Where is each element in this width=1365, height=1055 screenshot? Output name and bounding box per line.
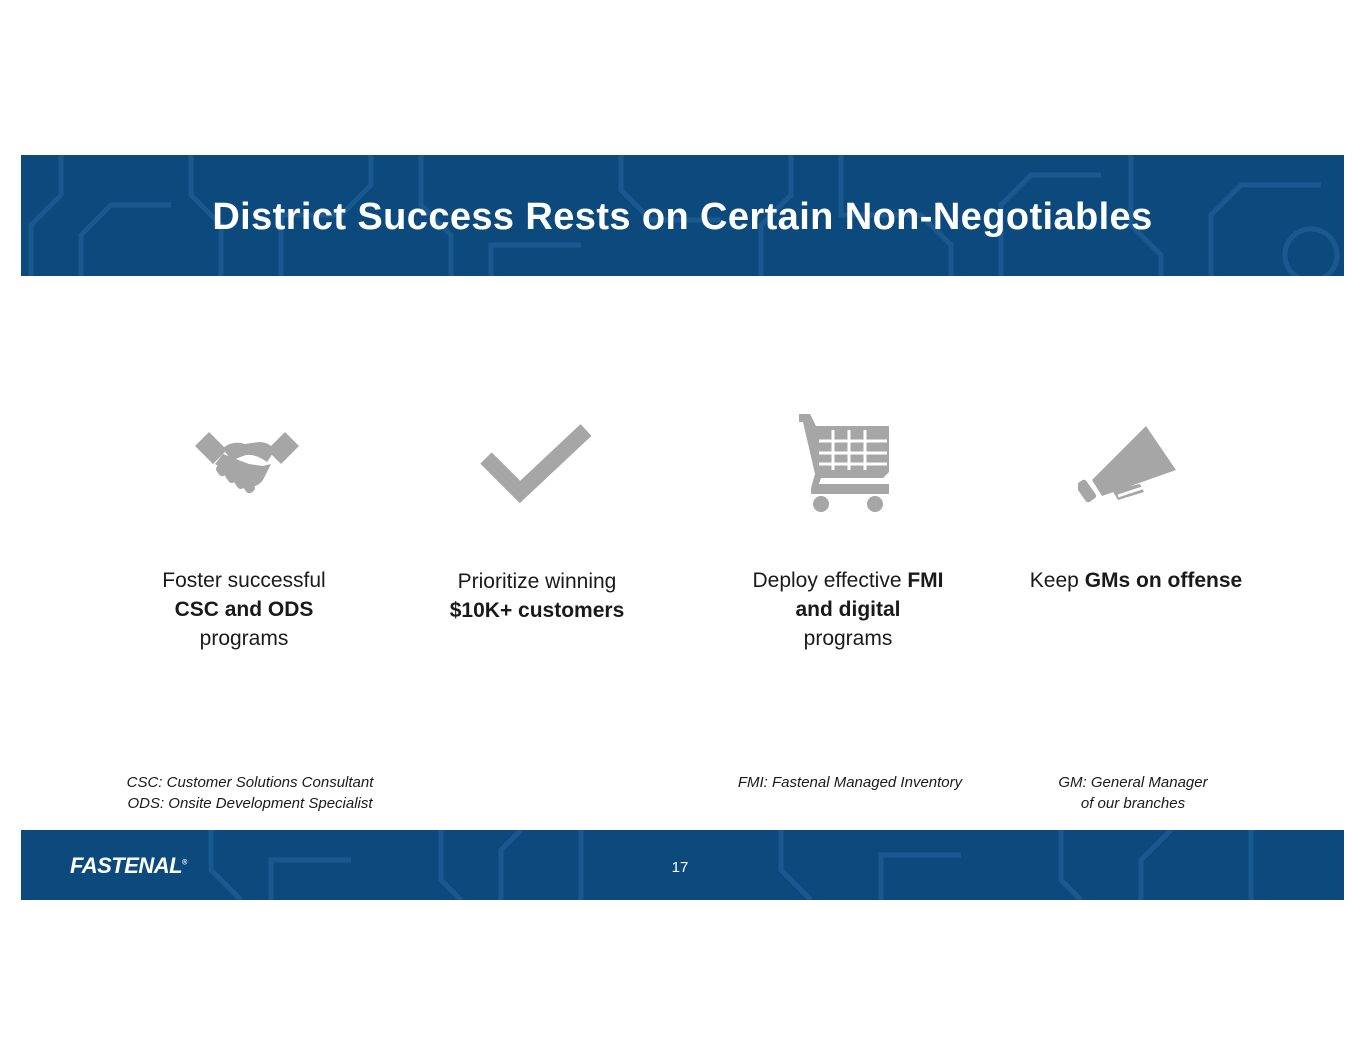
logo-registered-mark: ® [182,859,187,867]
fastenal-logo [70,853,187,879]
footnote-fmi: FMI: Fastenal Managed Inventory [737,774,963,791]
footnote-gm-line1: GM: General Manager [1058,774,1208,791]
item-pre: Deploy effective [752,569,902,592]
item-bold: $10K+ customers [449,599,625,622]
item-gms-offense [1006,566,1266,595]
handshake-icon [193,428,301,496]
item-pre: Keep [1029,569,1079,592]
footnote-gm-line2: of our branches [1080,795,1186,812]
footnote-csc: CSC: Customer Solutions Consultant [126,774,374,791]
checkmark-icon [480,424,594,506]
footnote-gm [1003,772,1263,814]
logo-text: FASTENAL [70,853,183,878]
item-10k-customers [407,567,667,625]
item-post: programs [199,627,289,650]
item-post: programs [803,627,893,650]
item-bold: CSC and ODS [174,598,314,621]
page-title: District Success Rests on Certain Non-Negotiables [212,196,1153,238]
item-bold2: and digital [795,598,901,621]
page-number: 17 [671,859,689,876]
item-csc-ods [114,566,374,653]
item-pre: Prioritize winning [457,570,617,593]
megaphone-icon [1078,424,1178,504]
footnote-csc-ods [100,772,400,814]
item-pre: Foster successful [162,569,326,592]
item-fmi-digital [718,566,978,653]
item-bold: GMs on offense [1084,569,1243,592]
shopping-cart-icon [797,412,892,514]
footnote-ods: ODS: Onsite Development Specialist [127,795,373,812]
item-bold: FMI [907,569,944,592]
